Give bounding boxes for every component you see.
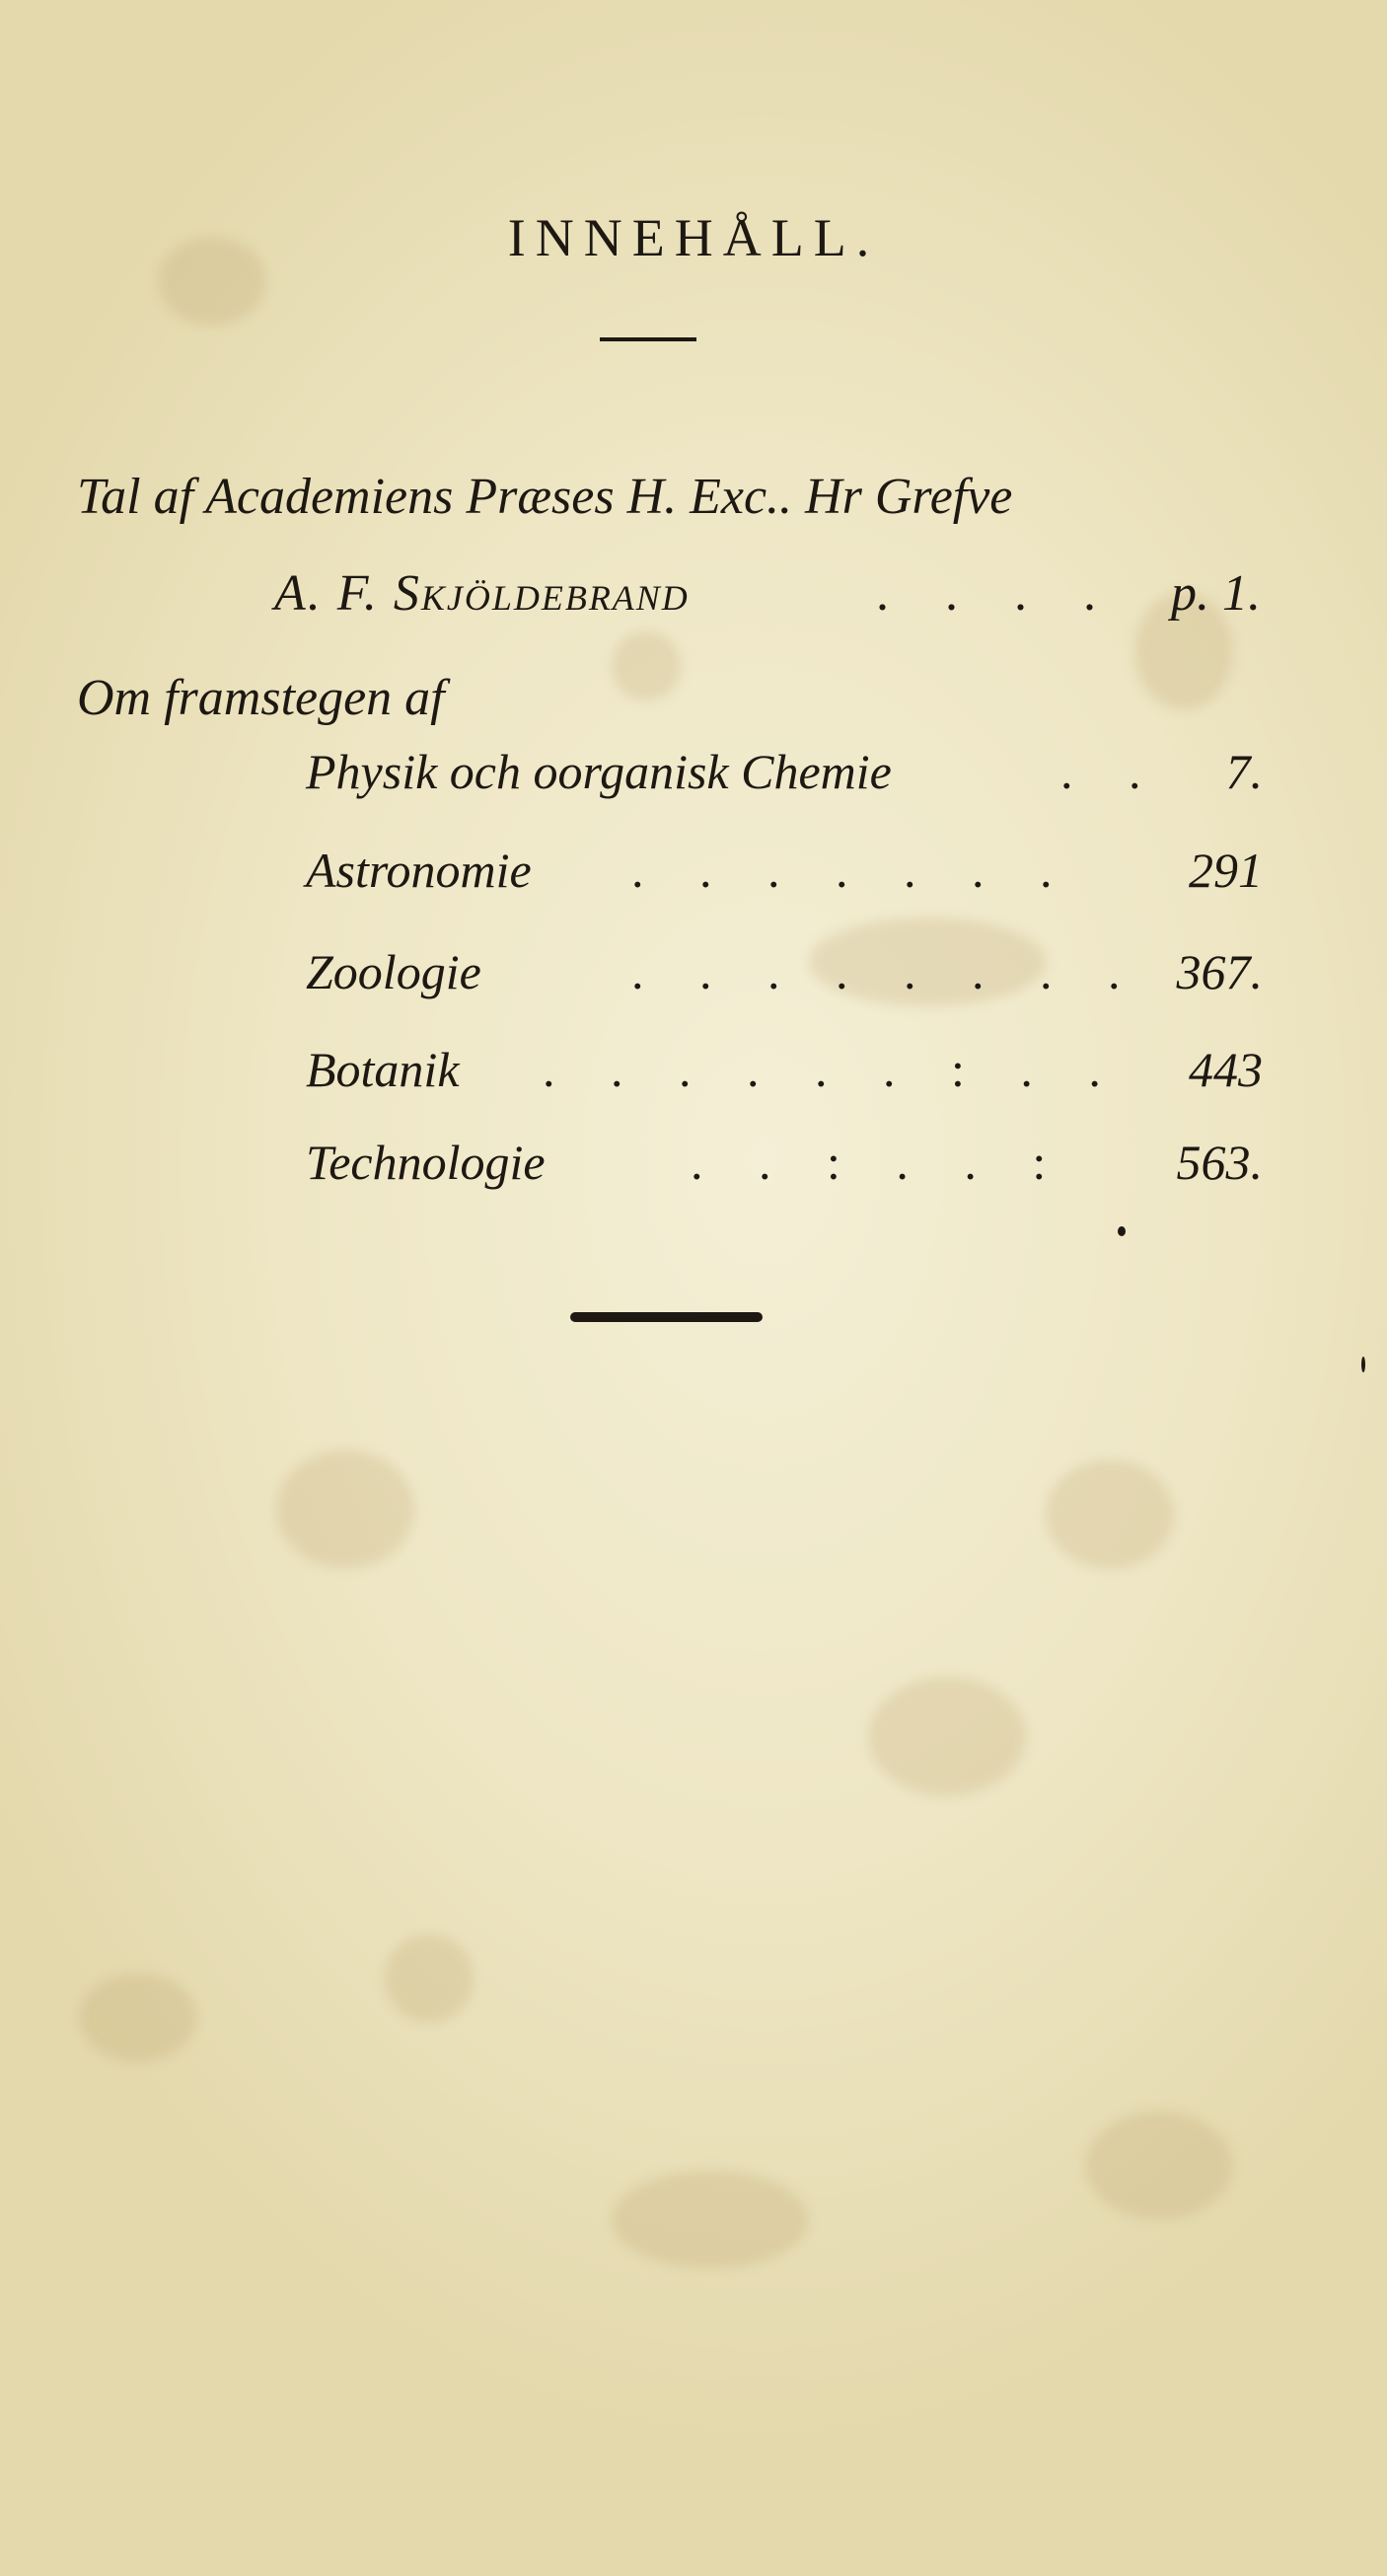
page-number: 563. bbox=[1176, 1135, 1263, 1190]
speech-title-line: Tal af Academiens Præses H. Exc.. Hr Grefve bbox=[77, 469, 1013, 525]
page-number: p. 1. bbox=[1171, 565, 1261, 622]
page-title: INNEHÅLL. bbox=[507, 208, 880, 267]
page-number: 7. bbox=[1225, 744, 1263, 799]
foxing-stain bbox=[612, 2171, 809, 2269]
toc-entry-label: Technologie bbox=[306, 1135, 546, 1190]
page-number: 443 bbox=[1189, 1042, 1263, 1097]
toc-entry-label: Physik och oorganisk Chemie bbox=[306, 744, 892, 799]
title-rule bbox=[600, 337, 696, 341]
closing-rule bbox=[570, 1312, 763, 1322]
foxing-stain bbox=[276, 1450, 414, 1569]
leader-dots: . . . . . . . bbox=[631, 843, 1074, 898]
toc-entry-botanik bbox=[306, 1040, 1263, 1099]
page-number: 367. bbox=[1176, 944, 1263, 999]
leader-dots: . . . . . . . . bbox=[631, 944, 1142, 999]
foxing-stain bbox=[1046, 1460, 1174, 1569]
foxing-stain bbox=[79, 1973, 197, 2062]
author-name: A. F. Skjöldebrand bbox=[274, 565, 690, 622]
ink-spot bbox=[1118, 1226, 1126, 1236]
foxing-stain bbox=[612, 631, 681, 700]
page-number: 291 bbox=[1189, 843, 1263, 898]
toc-entry-label: Botanik bbox=[306, 1042, 460, 1097]
speech-author-line bbox=[274, 565, 1261, 624]
toc-entry-astronomie bbox=[306, 841, 1263, 900]
toc-entry-physik bbox=[306, 742, 1263, 801]
leader-dots: . . . . . . : . . bbox=[543, 1042, 1123, 1097]
toc-entry-technologie bbox=[306, 1133, 1263, 1192]
toc-entry-label: Zoologie bbox=[306, 944, 481, 999]
foxing-stain bbox=[868, 1677, 1026, 1796]
leader-dots: . . bbox=[1060, 744, 1163, 799]
toc-entry-zoologie bbox=[306, 942, 1263, 1001]
progress-heading: Om framstegen af bbox=[77, 670, 445, 726]
toc-entry-label: Astronomie bbox=[306, 843, 532, 898]
foxing-stain bbox=[1085, 2111, 1233, 2220]
foxing-stain bbox=[385, 1934, 474, 2023]
leader-dots: . . . . bbox=[876, 565, 1118, 622]
leader-dots: . . : . . : bbox=[691, 1135, 1068, 1190]
ink-mark bbox=[1361, 1357, 1365, 1372]
